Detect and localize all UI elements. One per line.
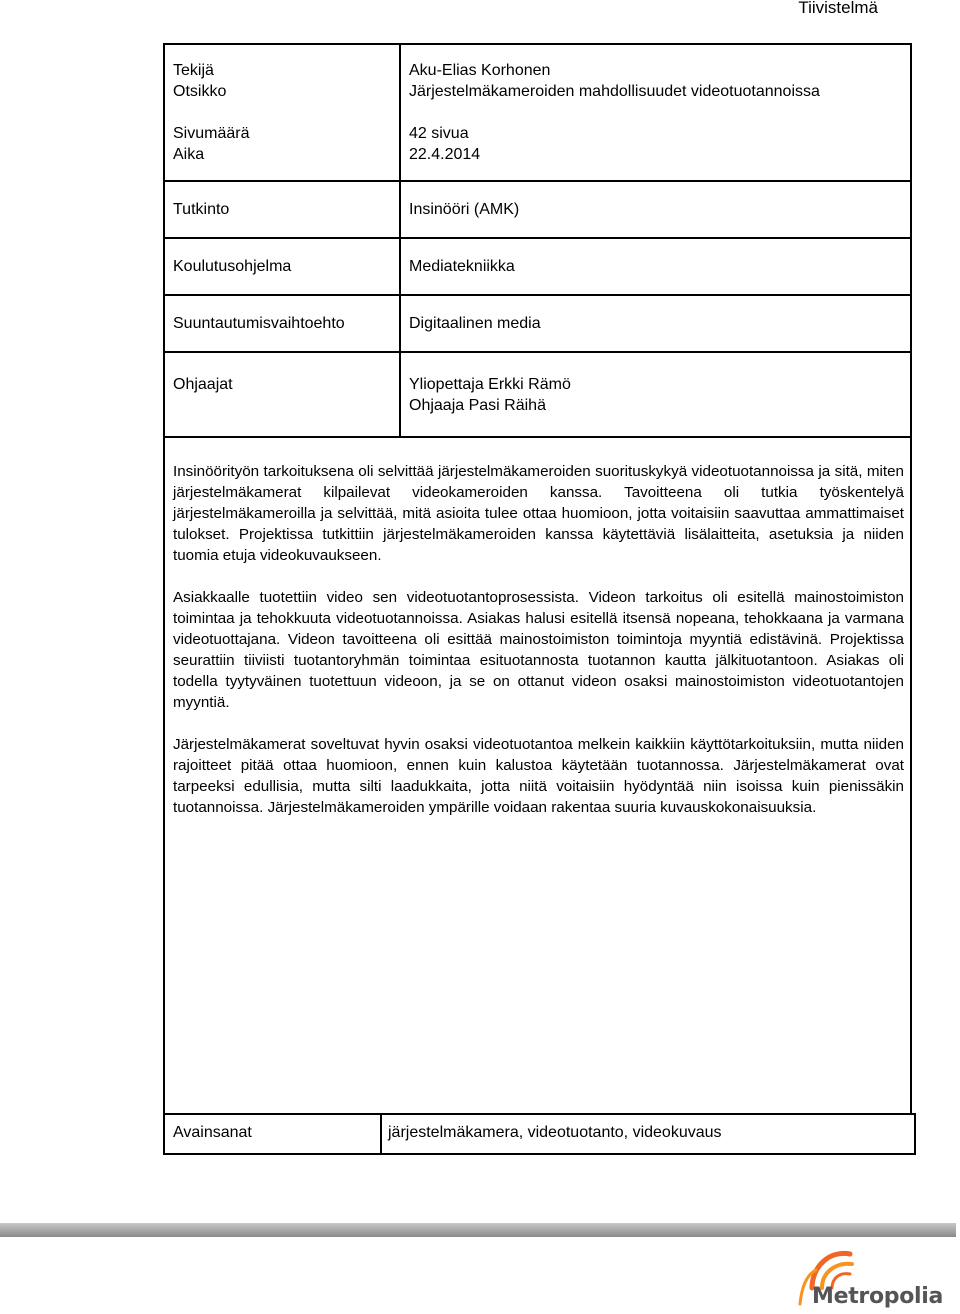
programme-label: Koulutusohjelma	[173, 258, 292, 275]
supervisor-1: Yliopettaja Erkki Rämö	[409, 376, 571, 393]
row-degree	[165, 180, 910, 239]
document-type-label: Tiivistelmä	[798, 0, 878, 17]
degree-label: Tutkinto	[173, 201, 230, 218]
keywords-row	[163, 1113, 916, 1155]
pages-value: 42 sivua	[409, 125, 469, 142]
date-label: Aika	[173, 146, 205, 163]
author-value: Aku-Elias Korhonen	[409, 62, 551, 79]
programme-value: Mediatekniikka	[409, 258, 515, 275]
specialisation-label: Suuntautumisvaihtoehto	[173, 315, 345, 332]
keywords-label: Avainsanat	[173, 1124, 252, 1141]
date-value: 22.4.2014	[409, 146, 481, 163]
supervisors-label: Ohjaajat	[173, 376, 233, 393]
abstract-paragraph-2: Asiakkaalle tuotettiin video sen videotuotantoprosessista. Videon tarkoitus oli esitellä mainostoimiston toimintaa ja tehokkuuta videotuotannoissa. Asiakas halusi esitellä itsensä nopeana, tehokkaana ja varmana videotuottajana. Videon tavoitteena oli esittää mainostoimiston toimintoja myyntiä edistävinä. Projektissa seurattiin tiiviisti tuotantoryhmän toimintaa esituotannosta tuotannon kautta jälkituotantoon. Asiakas oli todella tyytyväinen tuotettuun videoon, ja se on ottanut videon osaksi mainostoimiston videotuotantojen myyntiä.	[173, 589, 904, 711]
author-label: Tekijä	[173, 62, 214, 79]
footer-bar	[0, 1223, 956, 1237]
row-supervisors	[165, 351, 910, 438]
pages-label: Sivumäärä	[173, 125, 250, 142]
metropolia-logo-text: Metropolia	[812, 1284, 944, 1309]
row-author-title-pages-date	[165, 45, 910, 182]
abstract-text	[173, 461, 904, 839]
degree-value: Insinööri (AMK)	[409, 201, 520, 218]
supervisor-2: Ohjaaja Pasi Räihä	[409, 397, 546, 414]
keywords-value: järjestelmäkamera, videotuotanto, videokuvaus	[388, 1124, 722, 1141]
title-value: Järjestelmäkameroiden mahdollisuudet videotuotannoissa	[409, 83, 820, 100]
row-specialisation	[165, 294, 910, 353]
keywords-divider	[380, 1115, 382, 1153]
title-label: Otsikko	[173, 83, 227, 100]
abstract-paragraph-3: Järjestelmäkamerat soveltuvat hyvin osaksi videotuotantoa melkein kaikkiin käyttötarkoituksiin, mutta niiden rajoitteet pitää ottaa huomioon, ennen kuin kalustoa käytetään tuotannossa. Järjestelmäkamerat ovat tarpeeksi edullisia, mutta silti laadukkaita, jotta niitä voitaisiin hyödyntää niin isoissa kuin pienissäkin tuotannoissa. Järjestelmäkameroiden ympärille voidaan rakentaa suuria kuvauskokonaisuuksia.	[173, 736, 904, 816]
abstract-paragraph-1: Insinöörityön tarkoituksena oli selvittää järjestelmäkameroiden suorituskykyä videotuotannoissa ja sitä, miten järjestelmäkamerat kilpailevat videokameroiden kanssa. Tavoitteena oli tutkia työskentelyä järjestelmäkameroilla ja selvittää, mitä asioita tulee ottaa huomioon, jotta voitaisiin saavuttaa ammattimaiset tulokset. Projektissa tutkittiin järjestelmäkameroiden kanssa käytettäviä lisälaitteita, asetuksia ja niiden tuomia etuja videokuvaukseen.	[173, 463, 904, 564]
row-programme	[165, 237, 910, 296]
specialisation-value: Digitaalinen media	[409, 315, 541, 332]
summary-table	[163, 43, 912, 1151]
